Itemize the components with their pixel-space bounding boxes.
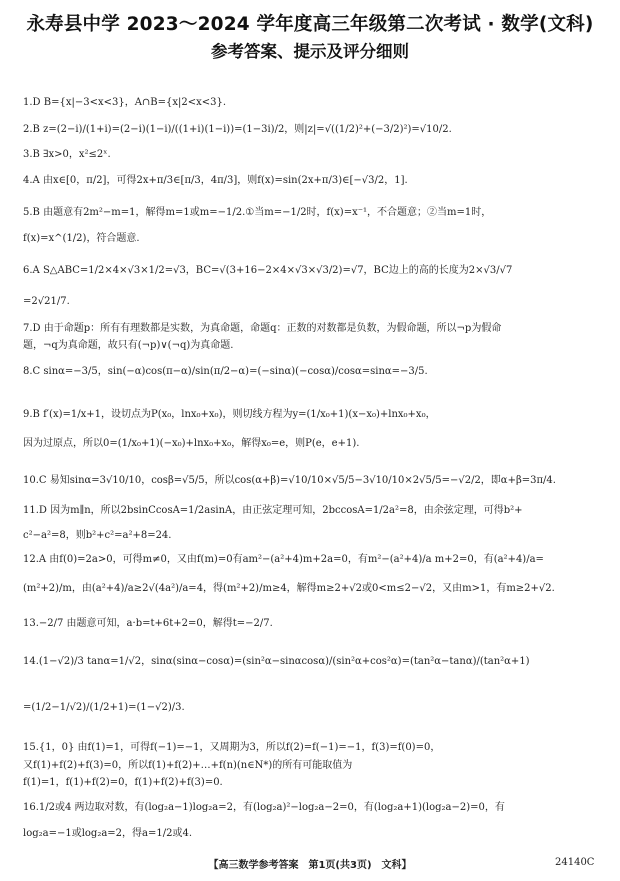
answer-line: 9.B f′(x)=1/x+1，设切点为P(x₀，lnx₀+x₀)，则切线方程为y=(1/x₀+1)(x−x₀)+lnx₀+x₀， <box>23 409 436 420</box>
answer-line: 6.A S△ABC=1/2×4×√3×1/2=√3，BC=√(3+16−2×4×√3×√3/2)=√7，BC边上的高的长度为2×√3/√7 <box>23 265 513 276</box>
document-subtitle: 参考答案、提示及评分细则 <box>211 42 409 61</box>
answer-line: 2.B z=(2−i)/(1+i)=(2−i)(1−i)/((1+i)(1−i))=(1−3i)/2，则|z|=√((1/2)²+(−3/2)²)=√10/2. <box>23 124 452 135</box>
answer-line: f(x)=x^(1/2)，符合题意. <box>23 233 140 244</box>
answer-line: 4.A 由x∈[0，π/2]，可得2x+π/3∈[π/3，4π/3]，则f(x)=sin(2x+π/3)∈[−√3/2，1]. <box>23 175 408 186</box>
answer-line: 13.−2/7 由题意可知，a·b=t+6t+2=0，解得t=−2/7. <box>23 618 273 629</box>
answer-line: 15.{1，0} 由f(1)=1，可得f(−1)=−1，又周期为3，所以f(2)=f(−1)=−1，f(3)=f(0)=0， <box>23 742 441 753</box>
document-code: 24140C <box>555 857 595 868</box>
answer-line: f(1)=1，f(1)+f(2)=0，f(1)+f(2)+f(3)=0. <box>23 777 223 788</box>
answer-line: 14.(1−√2)/3 tanα=1/√2，sinα(sinα−cosα)=(sin²α−sinαcosα)/(sin²α+cos²α)=(tan²α−tanα)/(tan²α+1) <box>23 656 530 667</box>
answer-line: 16.1/2或4 两边取对数，有(log₂a−1)log₂a=2，有(log₂a)²−log₂a−2=0，有(log₂a+1)(log₂a−2)=0，有 <box>23 802 505 813</box>
answer-line: 1.D B={x|−3<x<3}，A∩B={x|2<x<3}. <box>23 97 227 108</box>
page-footer: 【高三数学参考答案 第1页(共3页) 文科】 <box>208 860 412 871</box>
answer-line: (m²+2)/m，由(a²+4)/a≥2√(4a²)/a=4，得(m²+2)/m≥4，解得m≥2+√2或0<m≤2−√2，又由m>1，有m≥2+√2. <box>23 583 555 594</box>
answer-line: log₂a=−1或log₂a=2，得a=1/2或4. <box>23 828 193 839</box>
answer-line: =(1/2−1/√2)/(1/2+1)=(1−√2)/3. <box>23 702 185 713</box>
answer-line: c²−a²=8，则b²+c²=a²+8=24. <box>23 530 172 541</box>
answer-line: 5.B 由题意有2m²−m=1，解得m=1或m=−1/2.①当m=−1/2时，f(x)=x⁻¹，不合题意；②当m=1时， <box>23 207 492 218</box>
answer-line: 7.D 由于命题p：所有有理数都是实数，为真命题，命题q：正数的对数都是负数，为假命题，所以¬p为假命 <box>23 323 502 334</box>
answer-line: 8.C sinα=−3/5，sin(−α)cos(π−α)/sin(π/2−α)=(−sinα)(−cosα)/cosα=sinα=−3/5. <box>23 366 428 377</box>
answer-line: 3.B ∃x>0，x²≤2ˣ. <box>23 149 111 160</box>
answer-line: 又f(1)+f(2)+f(3)=0，所以f(1)+f(2)+…+f(n)(n∈N*)的所有可能取值为 <box>23 760 353 771</box>
answer-line: 因为过原点，所以0=(1/x₀+1)(−x₀)+lnx₀+x₀，解得x₀=e，则P(e，e+1). <box>23 438 360 449</box>
answer-line: 10.C 易知sinα=3√10/10，cosβ=√5/5，所以cos(α+β)=√10/10×√5/5−3√10/10×2√5/5=−√2/2，即α+β=3π/4. <box>23 475 556 486</box>
answer-line: 12.A 由f(0)=2a>0，可得m≠0，又由f(m)=0有am²−(a²+4)m+2a=0，有m²−(a²+4)/a m+2=0，有(a²+4)/a= <box>23 554 544 565</box>
answer-line: 11.D 因为m∥n，所以2bsinCcosA=1/2asinA，由正弦定理可知，2bccosA=1/2a²=8，由余弦定理，可得b²+ <box>23 505 523 516</box>
answer-line: =2√21/7. <box>23 296 70 307</box>
document-title: 永寿县中学 2023～2024 学年度高三年级第二次考试 · 数学(文科) <box>26 14 594 35</box>
answer-line: 题，¬q为真命题，故只有(¬p)∨(¬q)为真命题. <box>23 340 234 351</box>
